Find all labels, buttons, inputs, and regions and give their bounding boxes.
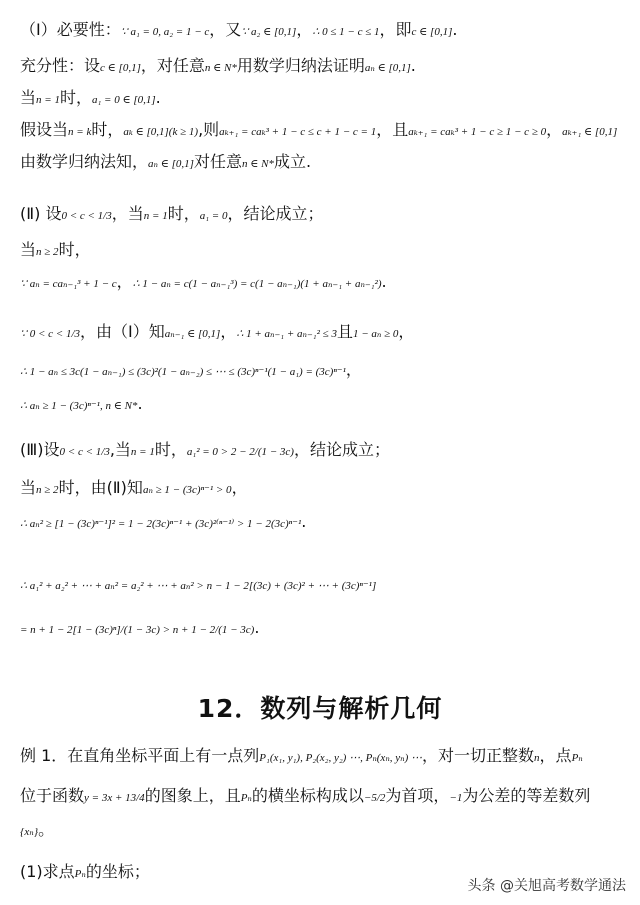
math-segment: = n + 1 − 2[1 − (3c)ⁿ]/(1 − 3c) > n + 1 − 2/(1 − 3c)	[20, 624, 255, 636]
text-segment: ，	[116, 272, 133, 291]
line	[20, 88, 161, 110]
text-segment: ，对任意	[140, 56, 205, 75]
math-segment: ∵ a₂ ∈ [0,1]	[241, 26, 297, 38]
text-segment: ，	[296, 20, 313, 39]
text-segment: .	[254, 618, 260, 637]
text-segment: （Ⅰ）必要性：	[20, 20, 121, 39]
math-segment: 0 < c < 1/3	[61, 210, 112, 222]
text-segment: 时，	[58, 240, 91, 259]
text-segment: 位于函数	[20, 786, 85, 805]
math-segment: 1 − aₙ ≥ 0	[352, 328, 399, 340]
math-segment: aₙ ≥ 1 − (3c)ⁿ⁻¹ > 0	[142, 484, 232, 496]
text-segment: (Ⅱ) 设	[20, 204, 62, 223]
text-segment: ,则	[198, 120, 220, 139]
line	[20, 322, 414, 344]
math-segment: n = 1	[143, 210, 168, 222]
math-segment: Pₙ	[74, 868, 86, 880]
text-segment: 为公差的等差数列	[462, 786, 591, 805]
math-segment: n	[534, 752, 540, 764]
line	[20, 204, 323, 226]
text-segment: 时，	[154, 440, 187, 459]
text-segment: 假设当	[20, 120, 69, 139]
math-segment: Pₙ	[571, 752, 583, 764]
math-segment: −5/2	[363, 792, 386, 804]
line	[20, 440, 390, 462]
math-segment: ∵ aₙ = caₙ₋₁³ + 1 − c	[20, 278, 117, 290]
text-segment: ，结论成立；	[293, 440, 390, 459]
math-segment: ∴ a₁² + a₂² + ⋯ + aₙ² = a₂² + ⋯ + aₙ² > n − 1 − 2[(3c) + (3c)² + ⋯ + (3c)ⁿ⁻¹]	[20, 580, 377, 592]
math-segment: aₖ ∈ [0,1](k ≥ 1)	[123, 126, 199, 138]
text-segment: (1)求点	[20, 862, 75, 881]
math-segment: aₖ₊₁ ∈ [0,1]	[562, 126, 618, 138]
text-segment: 例 1．在直角坐标平面上有一点列	[20, 746, 260, 765]
line	[20, 786, 590, 808]
line	[20, 120, 617, 142]
line	[20, 272, 387, 294]
math-segment: n = 1	[36, 94, 60, 106]
text-segment: .	[381, 272, 387, 291]
math-segment: aₙ ∈ [0,1]	[364, 62, 411, 74]
text-segment: 。	[38, 820, 55, 839]
text-segment: ，又	[209, 20, 242, 39]
text-segment: ，当	[111, 204, 144, 223]
math-segment: ∵ 0 < c < 1/3	[20, 328, 81, 340]
text-segment: 当	[20, 478, 37, 497]
text-segment: 时，	[59, 88, 92, 107]
math-segment: n ≥ 2	[36, 246, 59, 258]
line	[20, 862, 150, 884]
watermark: 头条 @关旭高考数学通法	[467, 878, 626, 894]
math-segment: aₙ₋₁ ∈ [0,1]	[164, 328, 221, 340]
text-segment: ,当	[109, 440, 131, 459]
text-segment: ，且	[376, 120, 409, 139]
text-segment: 当	[20, 240, 37, 259]
text-segment: ，即	[379, 20, 412, 39]
line	[20, 618, 259, 640]
text-segment: 时，	[91, 120, 124, 139]
text-segment: 的横坐标构成以	[251, 786, 364, 805]
math-segment: ∴ 1 − aₙ = c(1 − aₙ₋₁³) = c(1 − aₙ₋₁)(1 + aₙ₋₁ + aₙ₋₁²)	[132, 278, 382, 290]
text-segment: ，结论成立；	[227, 204, 324, 223]
text-segment: ，	[345, 360, 362, 379]
text-segment: 时，由(Ⅱ)知	[58, 478, 143, 497]
text-segment: ，	[398, 322, 415, 341]
text-segment: 充分性：设	[20, 56, 101, 75]
text-segment: 当	[20, 88, 37, 107]
math-segment: c ∈ [0,1]	[411, 26, 453, 38]
text-segment: 用数学归纳法证明	[236, 56, 365, 75]
math-segment: ∴ 1 + aₙ₋₁ + aₙ₋₁² ≤ 3	[236, 328, 337, 340]
math-segment: {xₙ}	[20, 826, 39, 838]
text-segment: 成立.	[273, 152, 312, 171]
text-segment: ，对一切正整数	[422, 746, 535, 765]
line	[20, 360, 362, 382]
math-segment: n ∈ N*	[241, 158, 274, 170]
text-segment: 且	[336, 322, 353, 341]
text-segment: (Ⅲ)设	[20, 440, 60, 459]
math-segment: n ∈ N*	[204, 62, 237, 74]
line	[20, 478, 248, 500]
math-segment: aₖ₊₁ = caₖ³ + 1 − c ≤ c + 1 − c = 1	[219, 126, 377, 138]
text-segment: 的坐标；	[85, 862, 150, 881]
math-segment: P₁(x₁, y₁), P₂(x₂, y₂) ⋯, Pₙ(xₙ, yₙ) ⋯	[259, 752, 423, 764]
text-segment: 为首项，	[385, 786, 450, 805]
text-segment: 的图象上，且	[144, 786, 241, 805]
math-segment: c ∈ [0,1]	[100, 62, 141, 74]
text-segment: ，由（Ⅰ）知	[80, 322, 165, 341]
line	[20, 512, 306, 534]
math-segment: 0 < c < 1/3	[59, 446, 110, 458]
math-segment: n = 1	[130, 446, 155, 458]
line	[20, 240, 91, 262]
math-segment: n = k	[68, 126, 92, 138]
section-heading: 12．数列与解析几何	[197, 694, 443, 723]
text-segment: ，点	[539, 746, 572, 765]
text-segment: ，	[546, 120, 563, 139]
math-segment: ∴ aₙ² ≥ [1 − (3c)ⁿ⁻¹]² = 1 − 2(3c)ⁿ⁻¹ + (3c)²⁽ⁿ⁻¹⁾ > 1 − 2(3c)ⁿ⁻¹	[20, 518, 302, 530]
math-segment: ∴ aₙ ≥ 1 − (3c)ⁿ⁻¹, n ∈ N*	[20, 400, 138, 412]
math-segment: ∵ a₁ = 0, a₂ = 1 − c	[120, 26, 210, 38]
math-segment: a₁ = 0 ∈ [0,1]	[91, 94, 156, 106]
math-segment: Pₙ	[240, 792, 252, 804]
math-segment: ∴ 1 − aₙ ≤ 3c(1 − aₙ₋₁) ≤ (3c)²(1 − aₙ₋₂) ≤ ⋯ ≤ (3c)ⁿ⁻¹(1 − a₁) = (3c)ⁿ⁻¹	[20, 366, 346, 378]
math-segment: a₁² = 0 > 2 − 2/(1 − 3c)	[186, 446, 294, 458]
text-segment: ，	[231, 478, 248, 497]
math-segment: aₖ₊₁ = caₖ³ + 1 − c ≥ 1 − c ≥ 0	[408, 126, 547, 138]
text-segment: 时，	[167, 204, 200, 223]
text-segment: .	[301, 512, 307, 531]
line	[20, 56, 416, 78]
text-segment: .	[410, 56, 416, 75]
text-segment: 对任意	[193, 152, 242, 171]
math-segment: n ≥ 2	[36, 484, 59, 496]
math-segment: aₙ ∈ [0,1]	[148, 158, 194, 170]
math-segment: −1	[449, 792, 463, 804]
math-segment: ∴ 0 ≤ 1 − c ≤ 1	[312, 26, 380, 38]
text-segment: ，	[220, 322, 237, 341]
math-segment: a₁ = 0	[199, 210, 228, 222]
text-segment: .	[452, 20, 458, 39]
text-segment: .	[137, 394, 143, 413]
math-segment: y = 3x + 13/4	[84, 792, 145, 804]
line	[20, 394, 143, 416]
text-segment: 由数学归纳法知，	[20, 152, 149, 171]
line	[20, 574, 376, 596]
line	[20, 820, 54, 842]
text-segment: .	[155, 88, 161, 107]
line	[20, 746, 583, 768]
line	[20, 152, 311, 174]
line	[20, 20, 457, 42]
